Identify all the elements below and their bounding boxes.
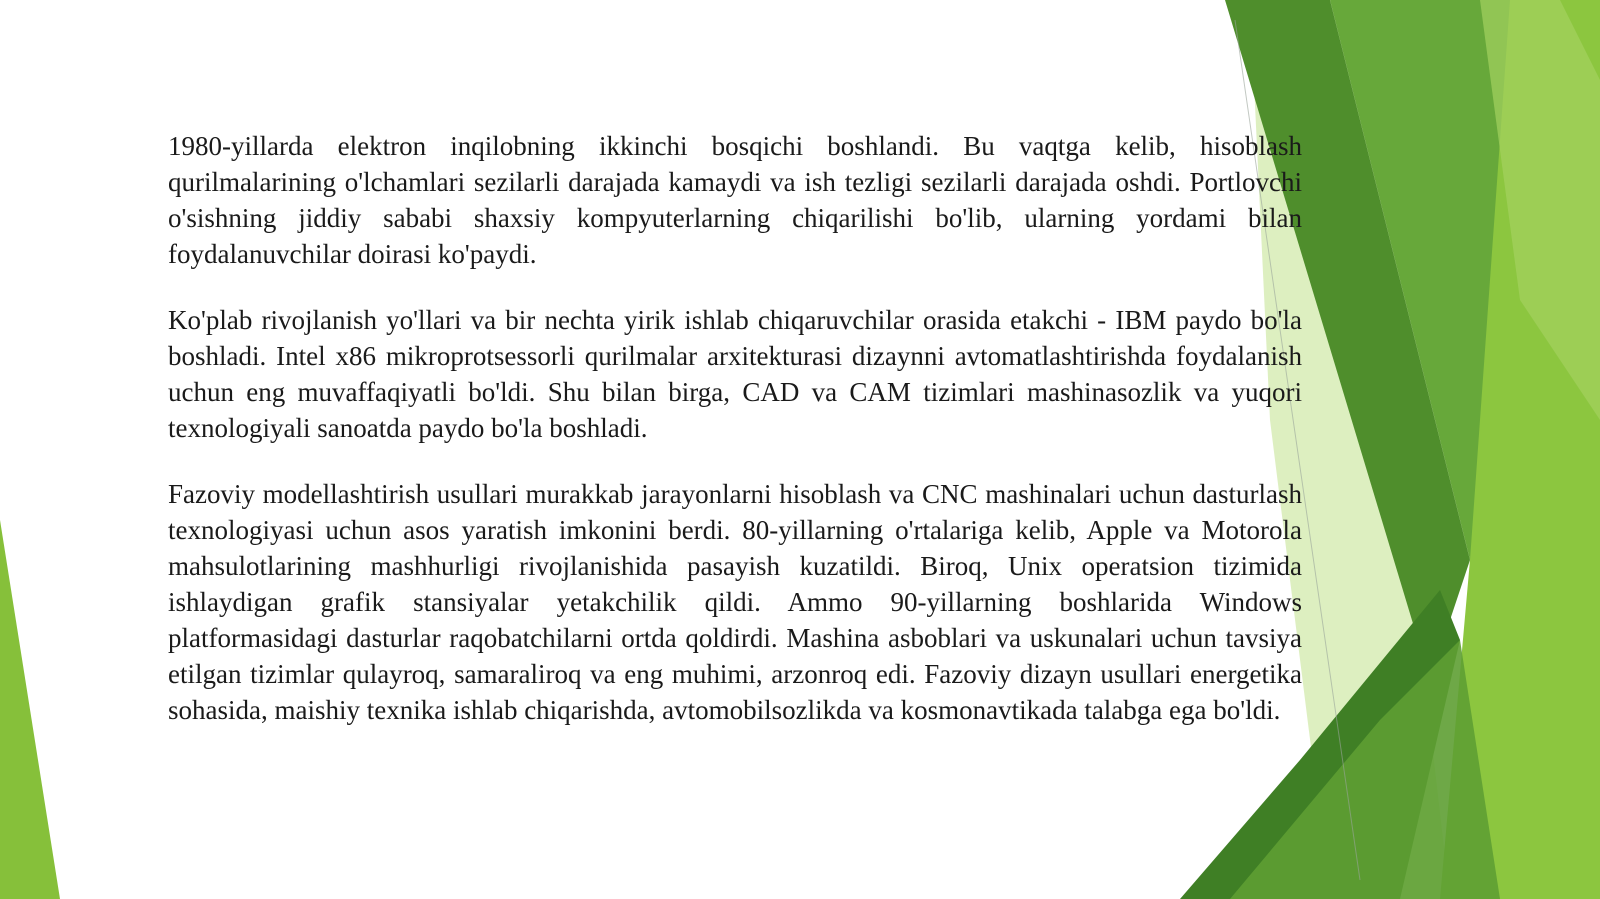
paragraph-2: Ko'plab rivojlanish yo'llari va bir nechta yirik ishlab chiqaruvchilar orasida etakchi - IBM paydo bo'la boshladi. Intel x86 mikroprotsessorli qurilmalar arxitekturasi dizaynni avtomatlashtirishda foydalanish uchun eng muvaffaqiyatli bo'ldi. Shu bilan birga, CAD va CAM tizimlari mashinasozlik va yuqori texnologiyali sanoatda paydo bo'la boshladi. [168,305,1302,443]
left-green-wedge [0,520,60,899]
slide-body [168,128,1302,758]
paragraph-3: Fazoviy modellashtirish usullari murakkab jarayonlarni hisoblash va CNC mashinalari uchun dasturlash texnologiyasi uchun asos yaratish imkonini berdi. 80-yillarning o'rtalariga kelib, Apple va Motorola mahsulotlarining mashhurligi rivojlanishida pasayish kuzatildi. Biroq, Unix operatsion tizimida ishlaydigan grafik stansiyalar yetakchilik qildi. Ammo 90-yillarning boshlarida Windows platformasidagi dasturlar raqobatchilarni ortda qoldirdi. Mashina asboblari va uskunalari uchun tavsiya etilgan tizimlar qulayroq, samaraliroq va eng muhimi, arzonroq edi. Fazoviy dizayn usullari energetika sohasida, maishiy texnika ishlab chiqarishda, avtomobilsozlikda va kosmonavtikada talabga ega bo'ldi. [168,479,1302,725]
paragraph-1: 1980-yillarda elektron inqilobning ikkinchi bosqichi boshlandi. Bu vaqtga kelib, hisoblash qurilmalarining o'lchamlari sezilarli darajada kamaydi va ish tezligi sezilarli darajada oshdi. Portlovchi o'sishning jiddiy sababi shaxsiy kompyuterlarning chiqarilishi bo'lib, ularning yordami bilan foydalanuvchilar doirasi ko'paydi. [168,131,1302,269]
